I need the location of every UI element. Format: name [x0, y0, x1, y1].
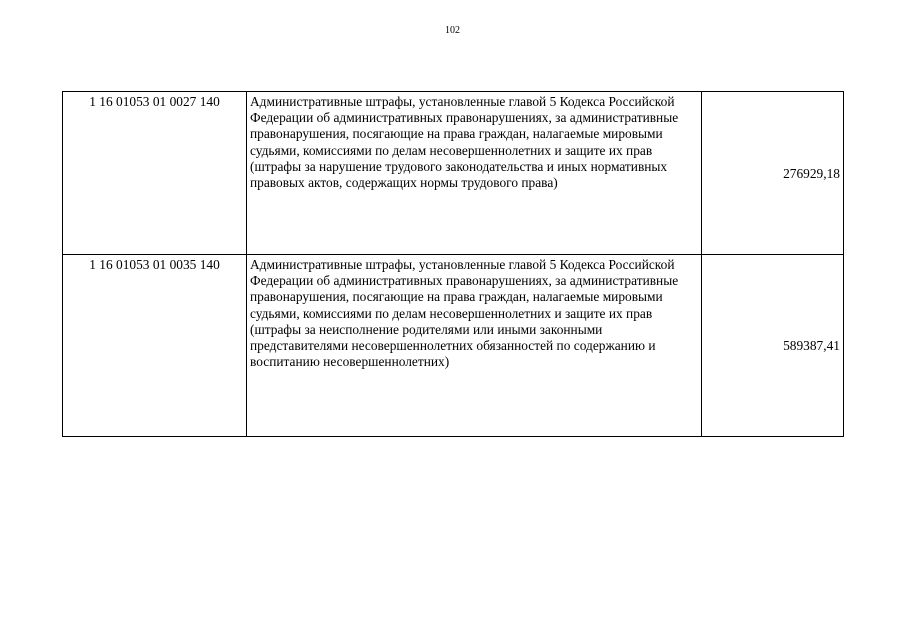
revenue-table [62, 91, 844, 437]
table-row [63, 92, 844, 255]
amount-cell: 276929,18 [702, 92, 844, 255]
budget-code-cell: 1 16 01053 01 0027 140 [63, 92, 247, 255]
description-cell: Административные штрафы, установленные главой 5 Кодекса Российской Федерации об административных правонарушениях, за административные правонарушения, посягающие на права граждан, налагаемые мировыми судьями, комиссиями по делам несовершеннолетних и защите их прав (штрафы за неисполнение родителями или иными законными представителями несовершеннолетних обязанностей по содержанию и воспитанию несовершеннолетних) [247, 255, 702, 437]
table-row [63, 255, 844, 437]
amount-cell: 589387,41 [702, 255, 844, 437]
budget-code-cell: 1 16 01053 01 0035 140 [63, 255, 247, 437]
page-number: 102 [445, 25, 460, 36]
description-cell: Административные штрафы, установленные главой 5 Кодекса Российской Федерации об административных правонарушениях, за административные правонарушения, посягающие на права граждан, налагаемые мировыми судьями, комиссиями по делам несовершеннолетних и защите их прав (штрафы за нарушение трудового законодательства и иных нормативных правовых актов, содержащих нормы трудового права) [247, 92, 702, 255]
